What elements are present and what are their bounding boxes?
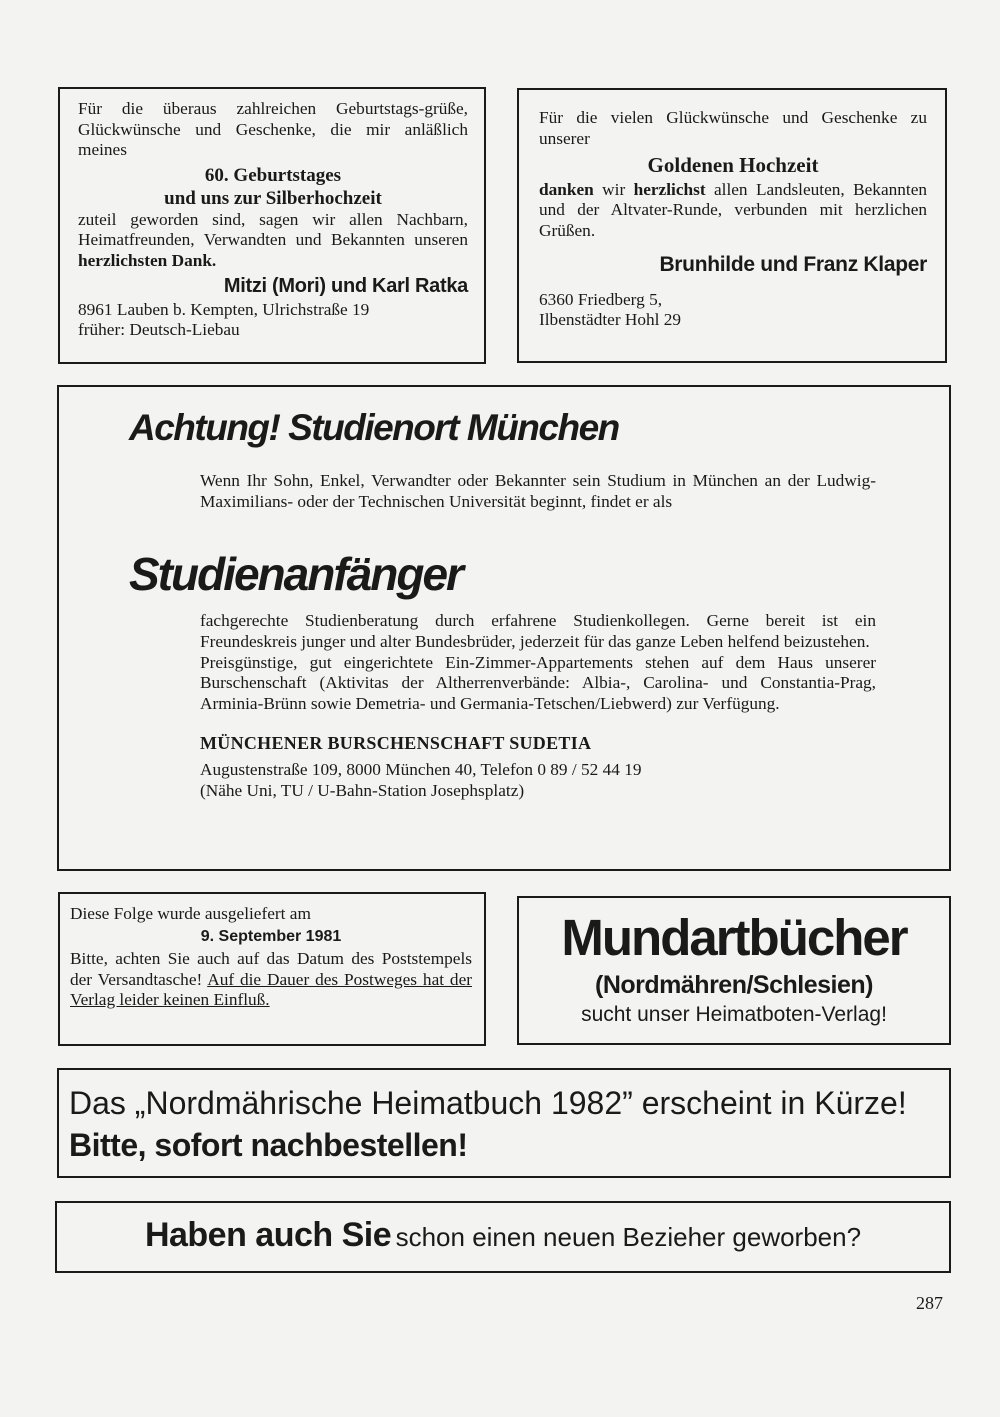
golden-wedding-notice: [517, 88, 947, 363]
study-intro: Wenn Ihr Sohn, Enkel, Verwandter oder Bekannter sein Studium in München an der Ludwig-Maximilians- oder der Technischen Universität beginnt, findet er als: [200, 471, 876, 511]
delivery-line-1: Diese Folge wurde ausgeliefert am: [70, 904, 311, 923]
birthday-heading-1: 60. Geburtstages: [204, 164, 342, 186]
birthday-former: früher: Deutsch-Liebau: [78, 320, 240, 339]
study-body-1: fachgerechte Studienberatung durch erfahrene Studienkollegen. Gerne bereit ist ein Freundeskreis junger und alter Bundesbrüder, jederzeit für das ganze Leben helfend beizustehen.: [200, 611, 876, 651]
birthday-body-text: zuteil geworden sind, sagen wir allen Nachbarn, Heimatfreunden, Verwandten und Bekannten unseren: [78, 209, 468, 249]
study-title-2: Studienanfänger: [129, 548, 462, 600]
wedding-thanks: [539, 180, 927, 242]
delivery-underlined: Auf die Dauer des Postweges hat der Verlag leider keinen Einfluß.: [70, 969, 473, 1009]
subscriber-appeal: [55, 1201, 951, 1273]
birthday-body: [78, 210, 468, 272]
birthday-thanks-notice: [58, 87, 486, 364]
study-address: Augustenstraße 109, 8000 München 40, Telefon 0 89 / 52 44 19: [200, 759, 642, 779]
wedding-intro: Für die vielen Glückwünsche und Geschenke zu unserer: [539, 108, 927, 148]
wedding-signature: Brunhilde und Franz Klaper: [659, 253, 927, 276]
dialect-subtitle: (Nordmähren/Schlesien): [595, 971, 873, 999]
delivery-body: [70, 949, 472, 1011]
wedding-address-2: Ilbenstädter Hohl 29: [539, 310, 682, 329]
wedding-thanks-mid: wir: [602, 179, 626, 199]
dialect-title: Mundartbücher: [561, 909, 907, 966]
study-body-2: Preisgünstige, gut eingerichtete Ein-Zimmer-Appartements stehen auf dem Haus unserer Burschenschaft (Aktivitas der Altherrenverbände: Albia-, Carolina- und Constantia-Prag, Arminia-Brünn sowie Demetria- und Germania-Tetschen/Liebwerd) zur Verfügung.: [200, 652, 876, 714]
delivery-date: 9. September 1981: [200, 927, 342, 945]
birthday-intro: Für die überaus zahlreichen Geburtstags-grüße, Glückwünsche und Geschenke, die mir anläßlich meines: [78, 99, 468, 159]
study-title: Achtung! Studienort München: [129, 407, 619, 448]
heimatbuch-text: Das „Nordmährische Heimatbuch 1982” erscheint in Kürze!: [69, 1085, 907, 1121]
delivery-notice: [58, 892, 486, 1046]
wedding-heading: Goldenen Hochzeit: [647, 153, 819, 177]
birthday-heading-2: und uns zur Silberhochzeit: [164, 187, 382, 209]
heimatbuch-notice: [57, 1068, 951, 1178]
study-body: [200, 611, 876, 801]
birthday-address: 8961 Lauben b. Kempten, Ulrichstraße 19: [78, 299, 370, 319]
page-number: 287: [916, 1293, 943, 1313]
wedding-address-1: 6360 Friedberg 5,: [539, 289, 663, 309]
wedding-thanks-rest: allen Landsleuten, Bekannten und der Altvater-Runde, verbunden mit herzlichen Grüßen.: [539, 179, 928, 240]
dialect-text: sucht unser Heimatboten-Verlag!: [581, 1003, 887, 1026]
wedding-thanks-bold-1: danken: [539, 179, 594, 199]
subscriber-bold: Haben auch Sie: [144, 1216, 392, 1254]
wedding-thanks-bold-2: herzlichst: [633, 179, 706, 199]
subscriber-rest: schon einen neuen Bezieher geworben?: [395, 1222, 862, 1252]
delivery-body-text: Bitte, achten Sie auch auf das Datum des Poststempels der Versandtasche!: [70, 949, 472, 989]
dialect-books-ad: [517, 896, 951, 1045]
study-org: MÜNCHENER BURSCHENSCHAFT SUDETIA: [200, 732, 592, 753]
heimatbuch-bold: Bitte, sofort nachbestellen!: [69, 1127, 468, 1163]
study-note: (Nähe Uni, TU / U-Bahn-Station Josephsplatz): [200, 780, 525, 800]
study-munich-ad: [57, 385, 951, 871]
birthday-signature: Mitzi (Mori) und Karl Ratka: [223, 275, 468, 297]
birthday-body-bold: herzlichsten Dank.: [78, 250, 217, 270]
